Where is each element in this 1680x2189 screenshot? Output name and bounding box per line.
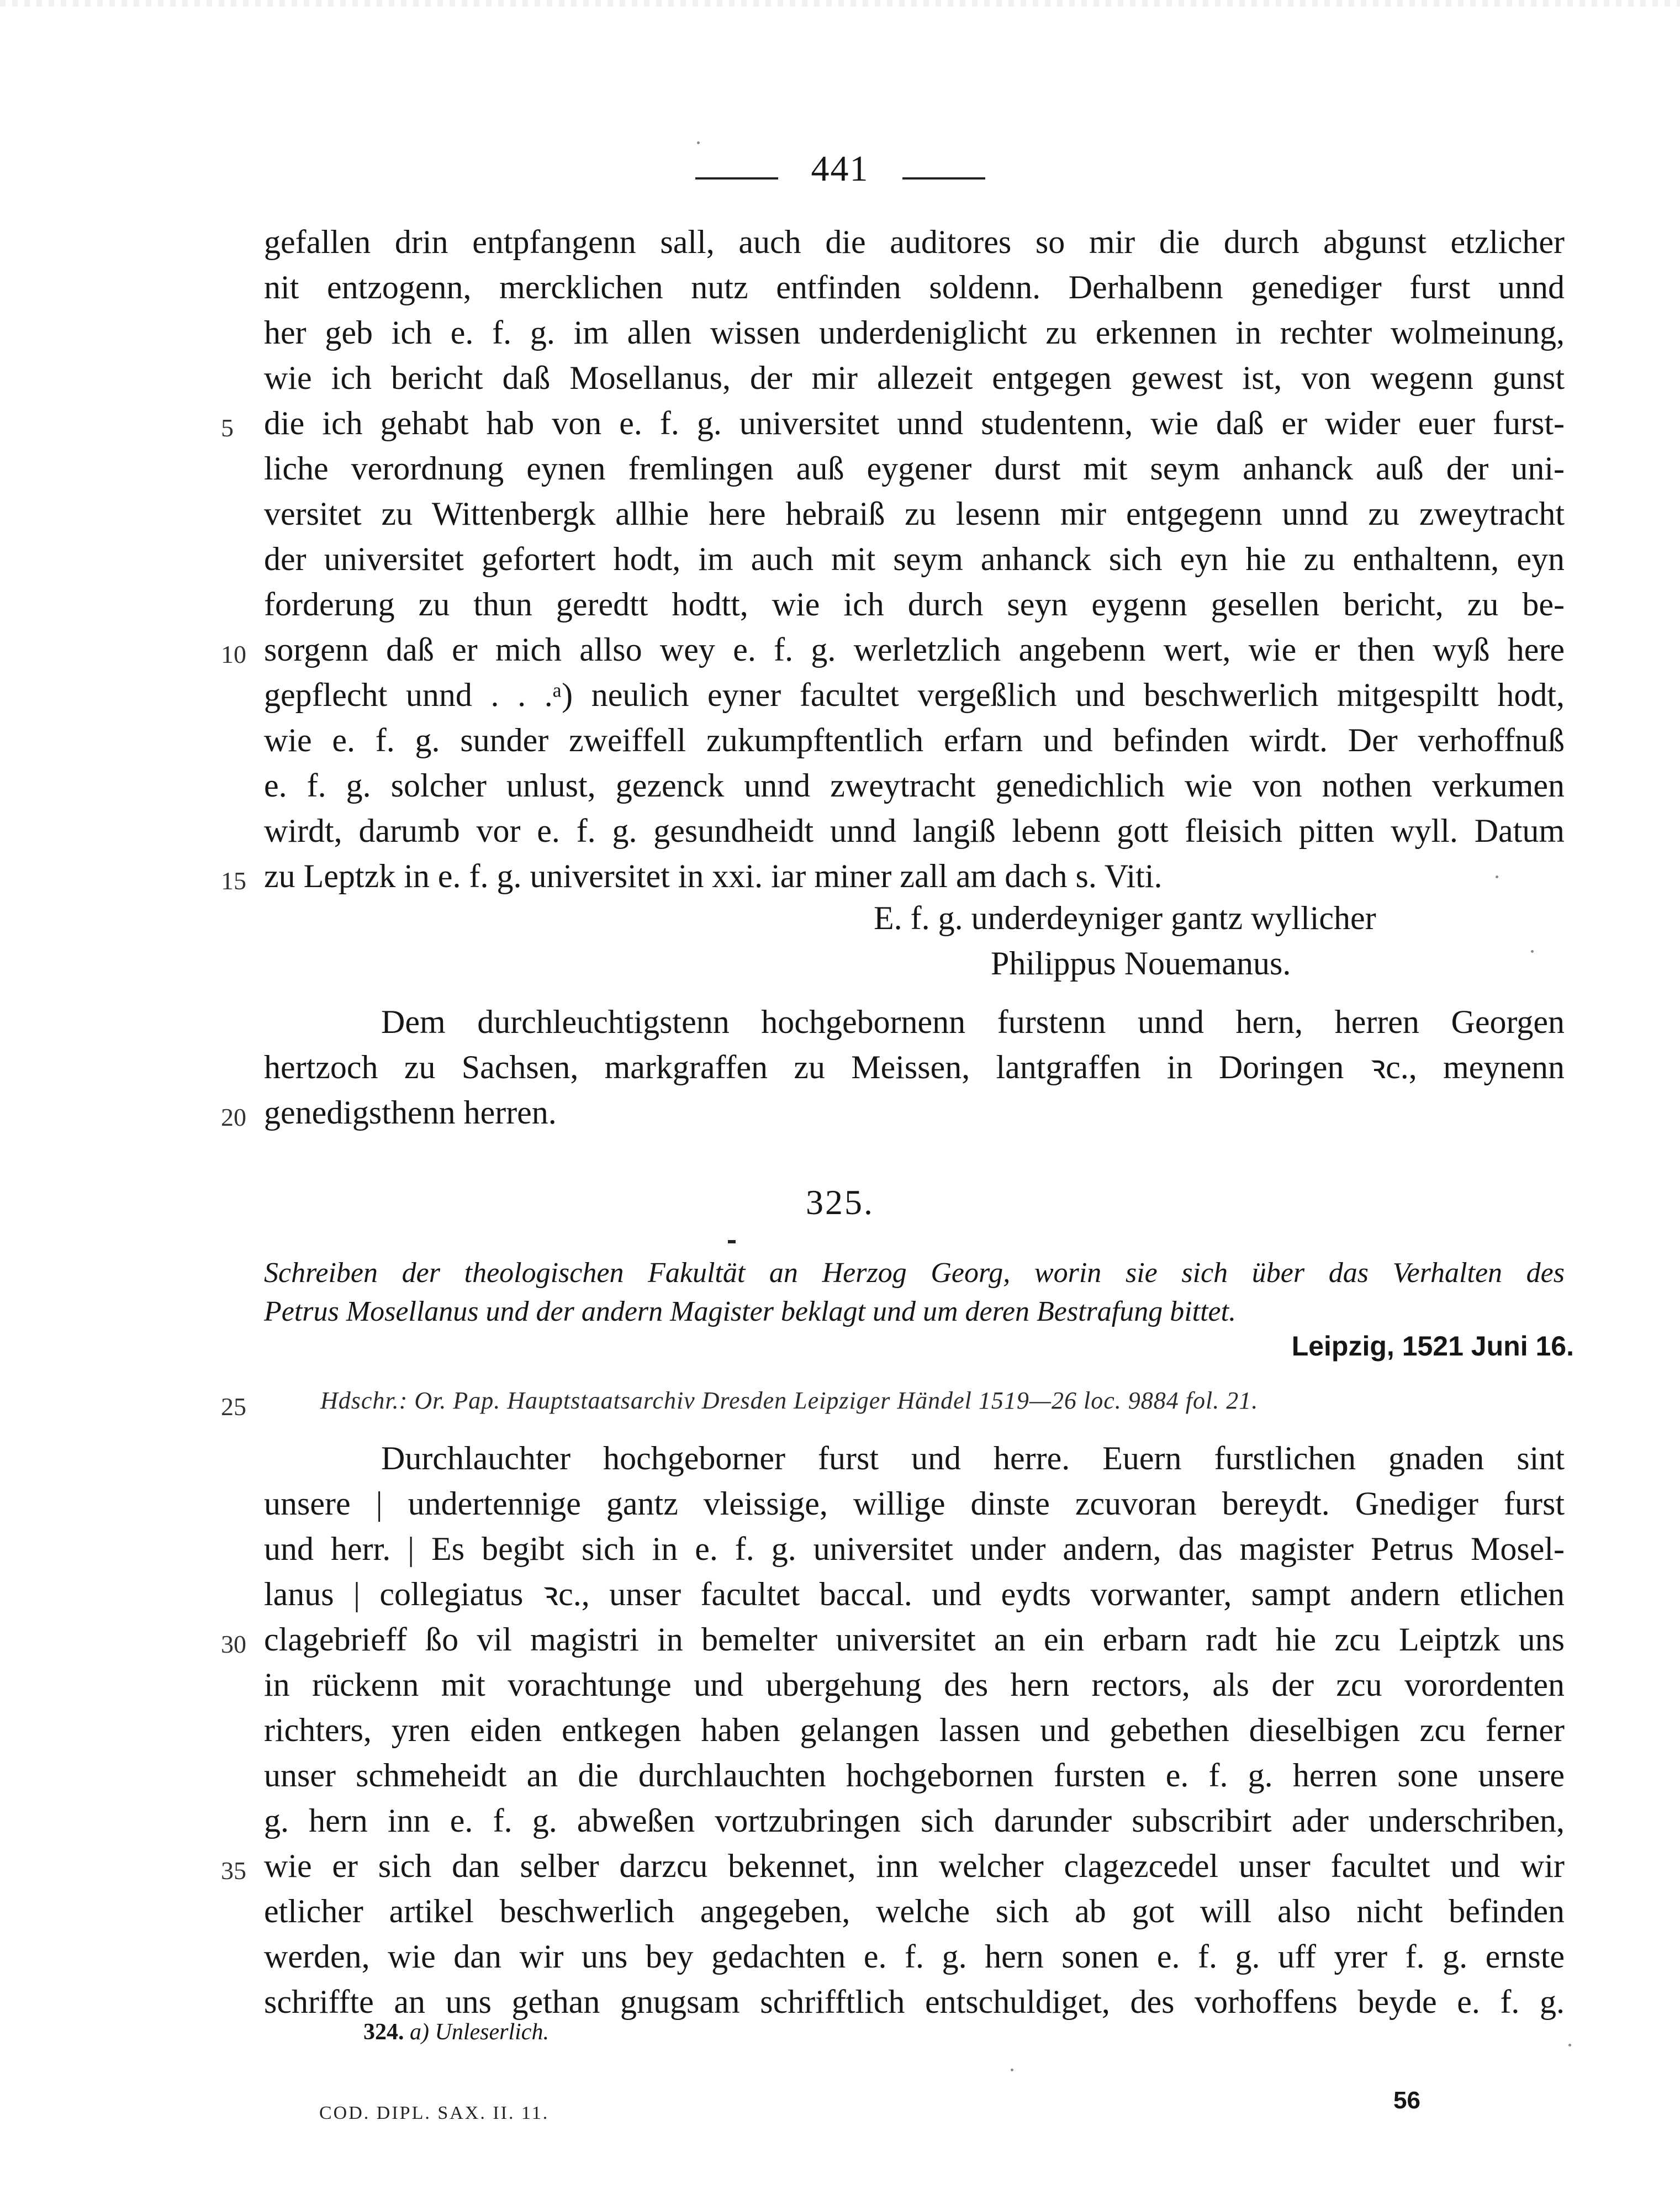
letter-line: wie e. f. g. sunder zweiffell zukumpftentlich erfarn und befinden wirdt. Der verhoffnuß <box>264 722 1565 758</box>
letter-line: zu Leptzk in e. f. g. universitet in xxi. iar miner zall am dach s. Viti. <box>264 858 1163 894</box>
line-number: 15 <box>221 867 246 895</box>
scan-speck <box>697 141 700 144</box>
scan-speck <box>1496 875 1498 878</box>
line-number: 30 <box>221 1630 246 1658</box>
letter-closing: E. f. g. underdeyniger gantz wyllicher <box>874 900 1376 936</box>
regest-line: Petrus Mosellanus und der andern Magister beklagt und um deren Bestrafung bittet. <box>264 1296 1237 1327</box>
letter-line: her geb ich e. f. g. im allen wissen underdeniglicht zu erkennen in rechter wolmeinung, <box>264 314 1565 351</box>
body-line: richters, yren eiden entkegen haben gelangen lassen und gebethen dieselbigen zcu ferner <box>264 1712 1565 1748</box>
document-date: Leipzig, 1521 Juni 16. <box>1291 1331 1574 1362</box>
header-rule-left <box>695 177 778 180</box>
header-rule-right <box>902 177 985 180</box>
body-line: in rückenn mit vorachtunge und ubergehung des hern rectors, als der zcu vorordenten <box>264 1666 1565 1703</box>
address-line: Dem durchleuchtigstenn hochgebornenn furstenn unnd hern, herren Georgen <box>381 1004 1565 1040</box>
print-mark <box>728 1240 736 1243</box>
line-number: 20 <box>221 1103 246 1131</box>
address-line: hertzoch zu Sachsen, markgraffen zu Meissen, lantgraffen in Doringen ꝛc., meynenn <box>264 1049 1565 1085</box>
line-number: 10 <box>221 640 246 668</box>
body-line: werden, wie dan wir uns bey gedachten e. f. g. hern sonen e. f. g. uff yrer f. g. ernste <box>264 1938 1565 1975</box>
body-line: g. hern inn e. f. g. abweßen vortzubringen sich darunder subscribirt ader underschriben, <box>264 1802 1565 1839</box>
line-number: 25 <box>221 1392 246 1421</box>
address-line: genedigsthenn herren. <box>264 1094 557 1131</box>
body-line: schriffte an uns gethan gnugsam schrifftlich entschuldiget, des vorhoffens beyde e. f. g. <box>264 1984 1565 2020</box>
document-number: 325. <box>806 1183 874 1222</box>
letter-line: liche verordnung eynen fremlingen auß eygener durst mit seym anhanck auß der uni- <box>264 450 1565 487</box>
body-line: Durchlauchter hochgeborner furst und herre. Euern furstlichen gnaden sint <box>381 1440 1565 1476</box>
letter-line: der universitet gefortert hodt, im auch mit seym anhanck sich eyn hie zu enthaltenn, eyn <box>264 541 1565 577</box>
page-header <box>0 148 1680 190</box>
letter-line: gepflecht unnd . . .ᵃ) neulich eyner facultet vergeßlich und beschwerlich mitgespiltt hodt, <box>264 677 1565 713</box>
letter-line: gefallen drin entpfangenn sall, auch die auditores so mir die durch abgunst etzlicher <box>264 224 1565 260</box>
source-note: Hdschr.: Or. Pap. Hauptstaatsarchiv Dresden Leipziger Händel 1519—26 loc. 9884 fol. 21. <box>320 1387 1259 1414</box>
page-number: 441 <box>811 149 869 189</box>
line-number: 5 <box>221 414 234 442</box>
document-number-wrap <box>0 1182 1680 1223</box>
scan-speck <box>1531 950 1534 953</box>
letter-line: wirdt, darumb vor e. f. g. gesundheidt unnd langiß lebenn gott fleisich pitten wyll. Datum <box>264 813 1565 849</box>
body-line: unser schmeheidt an die durchlauchten hochgebornen fursten e. f. g. herren sone unsere <box>264 1757 1565 1794</box>
footnote-ref: 324. <box>363 2019 404 2045</box>
letter-line: forderung zu thun geredtt hodtt, wie ich durch seyn eygenn gesellen bericht, zu be- <box>264 586 1565 623</box>
scan-speck <box>1568 2044 1571 2046</box>
letter-signature: Philippus Nouemanus. <box>991 945 1291 982</box>
body-line: clagebrieff ßo vil magistri in bemelter universitet an ein erbarn radt hie zcu Leiptzk uns <box>264 1621 1565 1658</box>
letter-line: nit entzogenn, mercklichen nutz entfinden soldenn. Derhalbenn genediger furst unnd <box>264 269 1565 305</box>
body-line: und herr. | Es begibt sich in e. f. g. universitet under andern, das magister Petrus Mosel- <box>264 1531 1565 1567</box>
letter-line: wie ich bericht daß Mosellanus, der mir allezeit entgegen gewest ist, von wegenn gunst <box>264 360 1565 396</box>
body-line: unsere | undertennige gantz vleissige, willige dinste zcuvoran bereydt. Gnediger furst <box>264 1485 1565 1522</box>
printer-signature: COD. DIPL. SAX. II. 11. <box>319 2103 550 2123</box>
body-line: etlicher artikel beschwerlich angegeben, welche sich ab got will also nicht befinden <box>264 1893 1565 1929</box>
regest-line: Schreiben der theologischen Fakultät an Herzog Georg, worin sie sich über das Verhalten des <box>264 1257 1565 1289</box>
scan-speck <box>1011 2069 1013 2071</box>
body-line: wie er sich dan selber darzcu bekennet, inn welcher clagezcedel unser facultet und wir <box>264 1848 1565 1884</box>
footnote-text: a) Unleserlich. <box>410 2019 549 2045</box>
scan-edge <box>0 0 1680 7</box>
letter-line: e. f. g. solcher unlust, gezenck unnd zweytracht genedichlich wie von nothen verkumen <box>264 767 1565 804</box>
footnote <box>363 2019 549 2045</box>
body-line: lanus | collegiatus ꝛc., unser facultet baccal. und eydts vorwanter, sampt andern etlichen <box>264 1576 1565 1612</box>
letter-line: sorgenn daß er mich allso wey e. f. g. werletzlich angebenn wert, wie er then wyß here <box>264 631 1565 668</box>
letter-line: versitet zu Wittenbergk allhie here hebraiß zu lesenn mir entgegenn unnd zu zweytracht <box>264 495 1565 532</box>
line-number: 35 <box>221 1856 246 1885</box>
letter-line: die ich gehabt hab von e. f. g. universitet unnd studentenn, wie daß er wider euer furst- <box>264 405 1565 441</box>
sheet-number: 56 <box>1393 2087 1420 2114</box>
